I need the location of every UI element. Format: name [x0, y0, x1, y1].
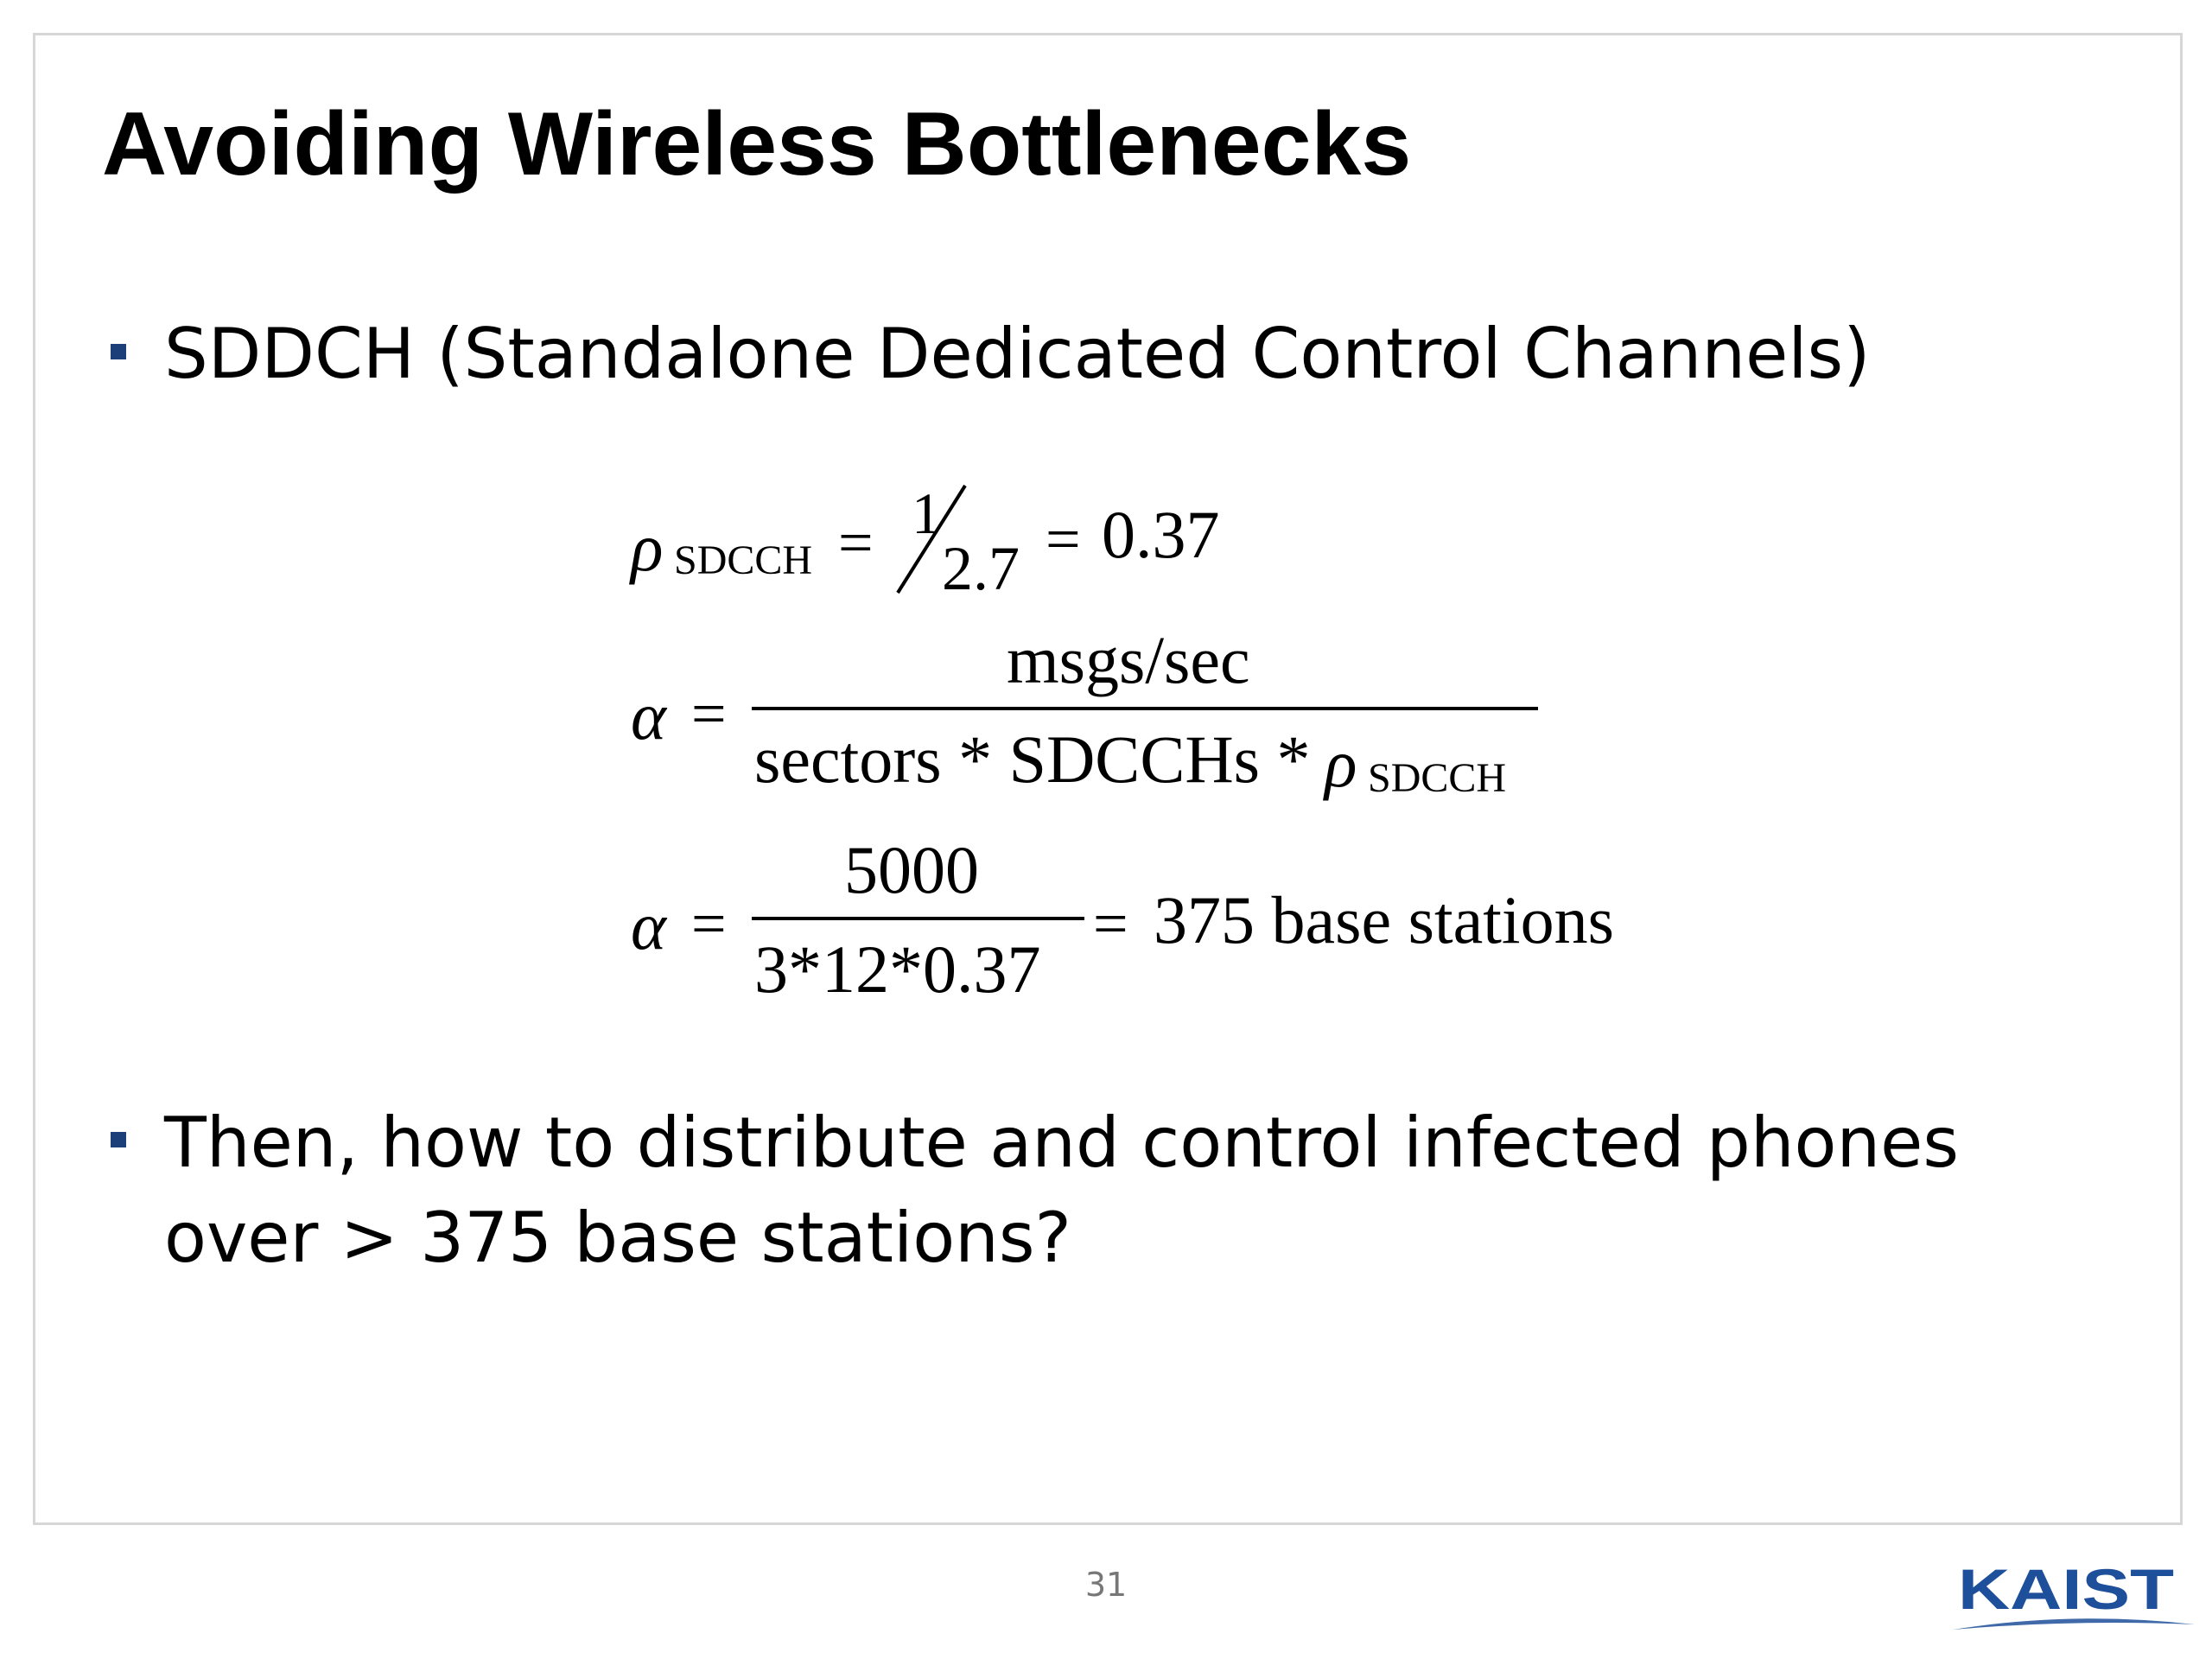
fraction-bar — [752, 917, 1084, 920]
slide-title: Avoiding Wireless Bottlenecks — [102, 94, 1412, 194]
rho-symbol: ρ — [631, 510, 664, 585]
equals-sign: = — [838, 508, 874, 577]
fraction-numerator: 1 — [912, 480, 941, 546]
kaist-logo — [1942, 1555, 2202, 1642]
equation-alpha-definition — [626, 622, 1542, 817]
square-bullet-icon — [111, 344, 126, 359]
alpha-symbol: α — [631, 678, 666, 753]
fraction-numerator: msgs/sec — [1007, 622, 1250, 697]
bullet-text-question-line1: Then, how to distribute and control infected phones — [164, 1103, 1960, 1183]
bullet-text-question-line2: over > 375 base stations? — [164, 1198, 1071, 1278]
rho-subscript: SDCCH — [674, 537, 813, 583]
equals-sign: = — [691, 889, 727, 958]
rho-symbol: ρ — [1325, 726, 1357, 801]
result-value: 0.37 — [1102, 497, 1220, 572]
equals-sign-2: = — [1093, 889, 1128, 958]
rho-subscript: SDCCH — [1368, 755, 1507, 801]
square-bullet-icon — [111, 1132, 126, 1147]
equals-sign: = — [691, 679, 727, 748]
equation-rho-sdcch — [626, 480, 1231, 605]
equation-alpha-result — [626, 832, 1646, 1009]
alpha-symbol: α — [631, 888, 666, 963]
result-value: 375 base stations — [1154, 882, 1614, 957]
bullet-text-sddch: SDDCH (Standalone Dedicated Control Channels) — [164, 314, 1871, 394]
fraction-bar — [752, 707, 1538, 710]
fraction-denominator-text: sectors * SDCCHs * — [754, 721, 1311, 797]
fraction-denominator: 2.7 — [942, 534, 1020, 603]
fraction-numerator: 5000 — [844, 832, 979, 907]
equals-sign-2: = — [1046, 505, 1081, 574]
page-number: 31 — [1084, 1566, 1128, 1604]
kaist-logo-text: KAIST — [1958, 1557, 2174, 1621]
fraction-denominator: 3*12*0.37 — [754, 931, 1041, 1007]
